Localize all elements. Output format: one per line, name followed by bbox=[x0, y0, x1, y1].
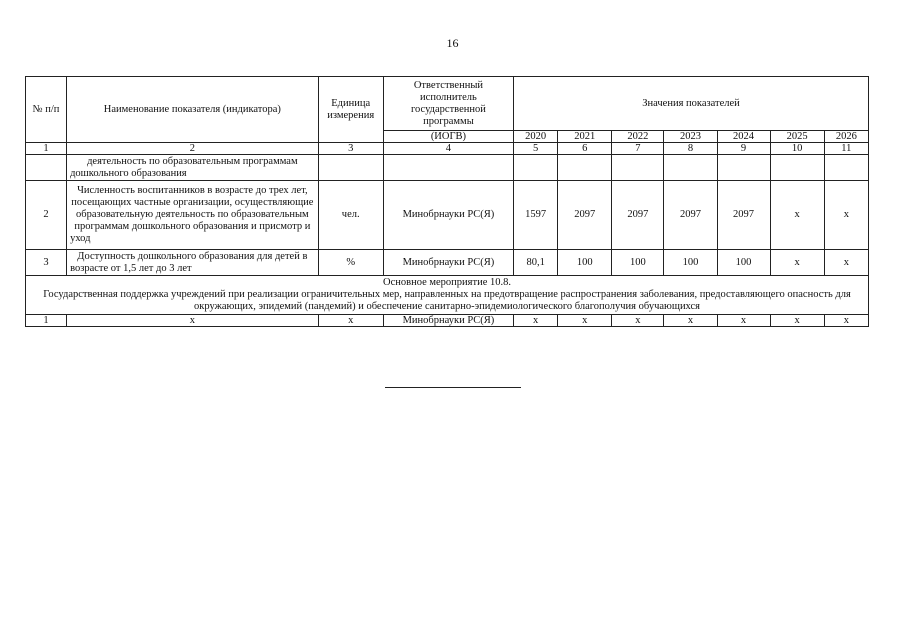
value-cell: x bbox=[770, 181, 824, 250]
section-row bbox=[26, 276, 869, 315]
header-year: 2020 bbox=[514, 131, 558, 143]
row-num: 1 bbox=[26, 315, 67, 327]
value-cell: x bbox=[824, 250, 868, 276]
indicator-name: Доступность дошкольного образования для детей в возрасте от 1,5 лет до 3 лет bbox=[67, 250, 319, 276]
value-cell: x bbox=[717, 315, 770, 327]
value-cell bbox=[558, 155, 612, 181]
header-row-top bbox=[26, 77, 869, 131]
value-cell: 100 bbox=[612, 250, 664, 276]
section-title: Основное мероприятие 10.8. bbox=[383, 277, 511, 288]
section-cell bbox=[26, 276, 869, 315]
column-number: 1 bbox=[26, 143, 67, 155]
row-num: 2 bbox=[26, 181, 67, 250]
value-cell: x bbox=[514, 315, 558, 327]
value-cell: 80,1 bbox=[514, 250, 558, 276]
value-cell: 1597 bbox=[514, 181, 558, 250]
indicators-table bbox=[25, 76, 869, 327]
value-cell: x bbox=[770, 250, 824, 276]
responsible-cell: Минобрнауки РС(Я) bbox=[383, 181, 513, 250]
column-number: 11 bbox=[824, 143, 868, 155]
value-cell bbox=[664, 155, 717, 181]
value-cell bbox=[514, 155, 558, 181]
responsible-cell: Минобрнауки РС(Я) bbox=[383, 250, 513, 276]
column-number: 8 bbox=[664, 143, 717, 155]
column-number: 3 bbox=[318, 143, 383, 155]
value-cell: x bbox=[770, 315, 824, 327]
header-name: Наименование показателя (индикатора) bbox=[67, 77, 319, 143]
responsible-cell bbox=[383, 155, 513, 181]
header-unit: Единица измерения bbox=[318, 77, 383, 143]
column-number-row bbox=[26, 143, 869, 155]
value-cell bbox=[612, 155, 664, 181]
value-cell: 2097 bbox=[717, 181, 770, 250]
table-row bbox=[26, 181, 869, 250]
section-text: Государственная поддержка учреждений при реализации ограничительных мер, направленных на предотвращение распространения заболевания, предоставляющего опасность для окружающих, эпидемий (пандемий) и обеспечение санитарно-эпидемиологического благополучия обучающихся bbox=[43, 289, 851, 312]
value-cell bbox=[824, 155, 868, 181]
header-num: № п/п bbox=[26, 77, 67, 143]
header-year: 2023 bbox=[664, 131, 717, 143]
table-row bbox=[26, 315, 869, 327]
value-cell bbox=[717, 155, 770, 181]
unit-cell: чел. bbox=[318, 181, 383, 250]
column-number: 9 bbox=[717, 143, 770, 155]
unit-cell: x bbox=[318, 315, 383, 327]
indicator-name: Численность воспитанников в возрасте до трех лет, посещающих частные организации, осуществляющие образовательную деятельность по образовательным программам дошкольного образования и присмотр и уход bbox=[67, 181, 319, 250]
column-number: 4 bbox=[383, 143, 513, 155]
value-cell: 100 bbox=[717, 250, 770, 276]
value-cell: x bbox=[612, 315, 664, 327]
value-cell: x bbox=[824, 315, 868, 327]
header-year: 2024 bbox=[717, 131, 770, 143]
header-year: 2026 bbox=[824, 131, 868, 143]
column-number: 5 bbox=[514, 143, 558, 155]
column-number: 10 bbox=[770, 143, 824, 155]
header-values: Значения показателей bbox=[514, 77, 869, 131]
column-number: 6 bbox=[558, 143, 612, 155]
row-num: 3 bbox=[26, 250, 67, 276]
column-number: 7 bbox=[612, 143, 664, 155]
header-responsible-abbr: (ИОГВ) bbox=[383, 131, 513, 143]
header-year: 2021 bbox=[558, 131, 612, 143]
header-year: 2025 bbox=[770, 131, 824, 143]
table-row bbox=[26, 155, 869, 181]
responsible-cell: Минобрнауки РС(Я) bbox=[383, 315, 513, 327]
column-number: 2 bbox=[67, 143, 319, 155]
table-row bbox=[26, 250, 869, 276]
header-year: 2022 bbox=[612, 131, 664, 143]
row-num bbox=[26, 155, 67, 181]
value-cell: x bbox=[664, 315, 717, 327]
header-responsible: Ответственный исполнитель государственной программы bbox=[383, 77, 513, 131]
value-cell: x bbox=[558, 315, 612, 327]
footer-divider bbox=[385, 387, 521, 388]
value-cell: 100 bbox=[558, 250, 612, 276]
value-cell bbox=[770, 155, 824, 181]
unit-cell bbox=[318, 155, 383, 181]
value-cell: 100 bbox=[664, 250, 717, 276]
value-cell: 2097 bbox=[664, 181, 717, 250]
page-number: 16 bbox=[446, 36, 459, 50]
value-cell: 2097 bbox=[558, 181, 612, 250]
value-cell: x bbox=[824, 181, 868, 250]
indicator-name: деятельность по образовательным программам дошкольного образования bbox=[67, 155, 319, 181]
indicator-name: x bbox=[67, 315, 319, 327]
unit-cell: % bbox=[318, 250, 383, 276]
value-cell: 2097 bbox=[612, 181, 664, 250]
